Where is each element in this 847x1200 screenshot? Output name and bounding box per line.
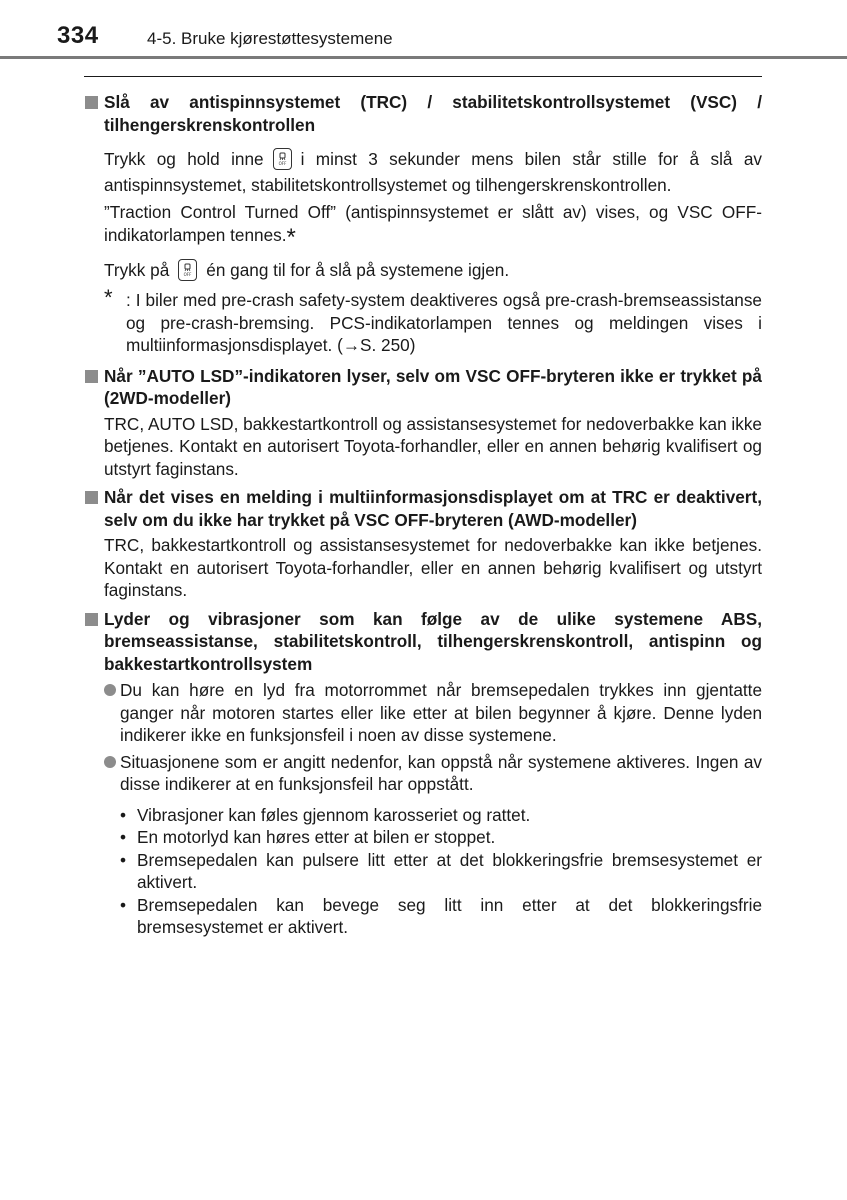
bullet-icon: • xyxy=(120,849,127,870)
list-item: • Vibrasjoner kan føles gjennom karosseriet og rattet. xyxy=(120,804,531,825)
svg-text:OFF: OFF xyxy=(183,272,192,277)
section-heading: Lyder og vibrasjoner som kan følge av de ulike systemene ABS, bremseassistanse, stabilitetskontroll, tilhengerskrenskontroll, antispinn og bakkestartkontrollsystem xyxy=(84,608,762,676)
square-bullet-icon xyxy=(85,613,98,626)
footnote-marker: * xyxy=(286,223,296,251)
bullet-icon: • xyxy=(120,894,127,915)
page-content xyxy=(84,76,762,939)
paragraph: Trykk og hold inne OFF i minst 3 sekunder mens bilen står stille for å slå av antispinnsystemet, stabilitetskontrollsystemet og tilhengerskrenskontrollen. xyxy=(104,149,762,195)
list-item: • En motorlyd kan høres etter at bilen er stoppet. xyxy=(120,827,496,847)
vsc-off-switch-icon xyxy=(178,259,197,281)
bullet-icon: • xyxy=(120,827,127,847)
section-heading: Slå av antispinnsystemet (TRC) / stabilitetskontrollsystemet (VSC) / tilhengerskrenskontrollen xyxy=(84,91,762,136)
list-item: Situasjonene som er angitt nedenfor, kan oppstå når systemene aktiveres. Ingen av disse indikerer at en funksjonsfeil har oppstått. xyxy=(84,751,762,796)
footnote-marker: * xyxy=(104,285,113,310)
vsc-off-switch-icon xyxy=(273,148,292,170)
svg-text:OFF: OFF xyxy=(278,161,286,166)
circle-bullet-icon xyxy=(104,684,116,696)
section-heading: Når ”AUTO LSD”-indikatoren lyser, selv om VSC OFF-bryteren ikke er trykket på (2WD-modeller) xyxy=(84,365,762,410)
list-item: • Bremsepedalen kan bevege seg litt inn etter at det blokkeringsfrie bremsesystemet er aktivert. xyxy=(120,894,762,937)
header-divider xyxy=(0,56,847,59)
paragraph: ”Traction Control Turned Off” (antispinnsystemet er slått av) vises, og VSC OFF-indikatorlampen tennes.* xyxy=(104,202,762,251)
list-item: Du kan høre en lyd fra motorrommet når bremsepedalen trykkes inn gjentatte ganger når motoren startes eller like etter at bilen begynner å kjøre. Denne lyden indikerer ikke en funksjonsfeil i noen av disse systemene. xyxy=(84,679,762,747)
page-header xyxy=(0,0,847,62)
paragraph: TRC, bakkestartkontroll og assistansesystemet for nedoverbakke kan ikke betjenes. Kontakt en autorisert Toyota-forhandler, eller en annen behørig kvalifisert og utstyrt faginstans. xyxy=(104,535,762,600)
bullet-icon: • xyxy=(120,804,127,825)
page-number: 334 xyxy=(57,22,99,49)
circle-bullet-icon xyxy=(104,756,116,768)
paragraph: TRC, AUTO LSD, bakkestartkontroll og assistansesystemet for nedoverbakke kan ikke betjenes. Kontakt en autorisert Toyota-forhandler, eller en annen behørig kvalifisert og utstyrt faginstans. xyxy=(104,413,762,479)
list-item: • Bremsepedalen kan pulsere litt etter at det blokkeringsfrie bremsesystemet er aktivert. xyxy=(120,849,762,892)
footnote: * : I biler med pre-crash safety-system deaktiveres også pre-crash-bremseassistanse og pre-crash-bremsing. PCS-indikatorlampen tennes og meldingen vises i multiinformasjonsdisplayet. (→S. 250) xyxy=(104,285,762,355)
sub-list xyxy=(84,804,762,939)
section-heading: Når det vises en melding i multiinformasjonsdisplayet om at TRC er deaktivert, selv om du ikke har trykket på VSC OFF-bryteren (AWD-modeller) xyxy=(84,486,762,531)
paragraph: Trykk på OFF én gang til for å slå på systemene igjen. xyxy=(104,260,510,280)
square-bullet-icon xyxy=(85,370,98,383)
square-bullet-icon xyxy=(85,96,98,109)
square-bullet-icon xyxy=(85,491,98,504)
section-title: 4-5. Bruke kjørestøttesystemene xyxy=(147,29,393,48)
